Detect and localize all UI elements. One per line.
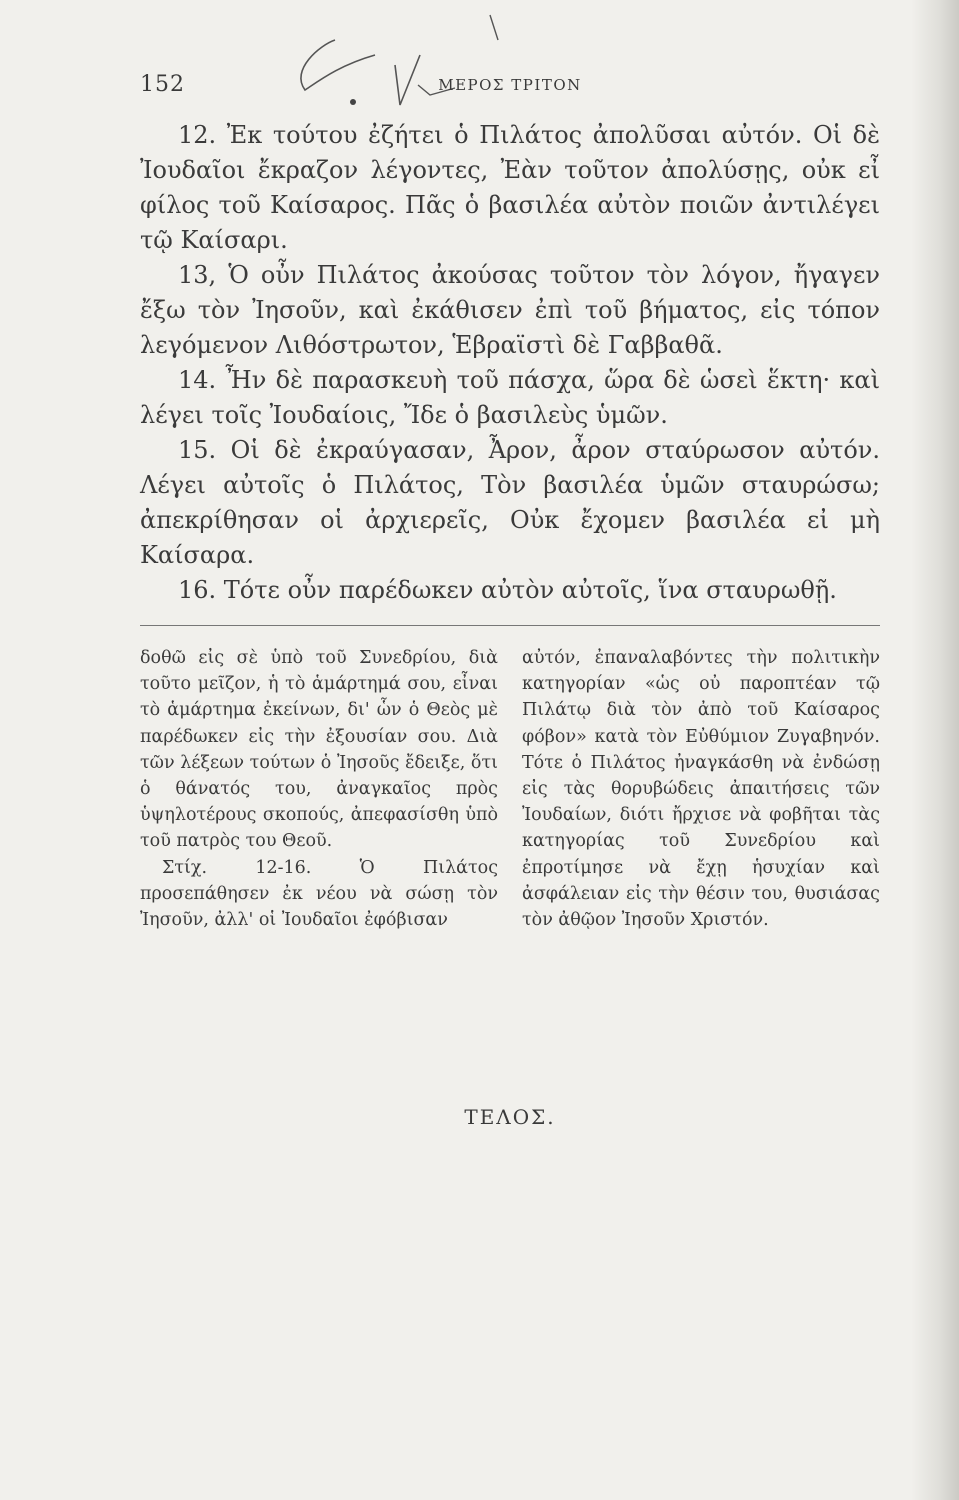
end-mark: ΤΕΛΟΣ. (464, 1105, 556, 1129)
page-header (140, 72, 880, 102)
commentary-left-column (140, 645, 498, 933)
verse-13: 13, Ὁ οὖν Πιλάτος ἀκούσας τοῦτον τὸν λόγον, ἤγαγεν ἔξω τὸν Ἰησοῦν, καὶ ἐκάθισεν ἐπὶ τοῦ βήματος, εἰς τόπον λεγόμενον Λιθόστρωτον, Ἑβραϊστὶ δὲ Γαββαθᾶ. (140, 261, 880, 359)
commentary (140, 645, 880, 933)
page-number: 152 (140, 72, 185, 97)
commentary-paragraph: αὐτόν, ἐπαναλαβόντες τὴν πολιτικὴν κατηγορίαν «ὡς οὐ παροπτέαν τῷ Πιλάτῳ διὰ τὸν ἀπὸ τοῦ Καίσαρος φόβον» κατὰ τὸν Εὐθύμιον Ζυγαβηνόν. Τότε ὁ Πιλάτος ἠναγκάσθη νὰ ἐνδώσῃ εἰς τὰς θορυβώδεις ἀπαιτήσεις τῶν Ἰουδαίων, διότι ἤρχισε νὰ φοβῆται τὰς κατηγορίας τοῦ Συνεδρίου καὶ ἐπροτίμησε νὰ ἔχῃ ἡσυχίαν καὶ ἀσφάλειαν εἰς τὴν θέσιν του, θυσιάσας τὸν ἀθῷον Ἰησοῦν Χριστόν. (522, 648, 880, 931)
verse-15: 15. Οἱ δὲ ἐκραύγασαν, Ἆρον, ἆρον σταύρωσον αὐτόν. Λέγει αὐτοῖς ὁ Πιλάτος, Τὸν βασιλέα ὑμῶν σταυρώσω; ἀπεκρίθησαν οἱ ἀρχιερεῖς, Οὐκ ἔχομεν βασιλέα εἰ μὴ Καίσαρα. (140, 436, 880, 569)
commentary-paragraph: Στίχ. 12-16. Ὁ Πιλάτος προσεπάθησεν ἐκ νέου νὰ σώσῃ τὸν Ἰησοῦν, ἀλλ' οἱ Ἰουδαῖοι ἐφόβισαν (140, 857, 498, 931)
commentary-right-column (522, 645, 880, 933)
section-divider (140, 625, 880, 626)
verse-16: 16. Τότε οὖν παρέδωκεν αὐτὸν αὐτοῖς, ἵνα σταυρωθῇ. (178, 576, 837, 604)
verse-12: 12. Ἐκ τούτου ἐζήτει ὁ Πιλάτος ἀπολῦσαι αὐτόν. Οἱ δὲ Ἰουδαῖοι ἔκραζον λέγοντες, Ἐὰν τοῦτον ἀπολύσῃς, οὐκ εἶ φίλος τοῦ Καίσαρος. Πᾶς ὁ βασιλέα αὐτὸν ποιῶν ἀντιλέγει τῷ Καίσαρι. (140, 121, 880, 254)
verse-14: 14. Ἦν δὲ παρασκευὴ τοῦ πάσχα, ὥρα δὲ ὡσεὶ ἕκτη· καὶ λέγει τοῖς Ἰουδαίοις, Ἴδε ὁ βασιλεὺς ὑμῶν. (140, 366, 880, 429)
commentary-paragraph: δοθῶ εἰς σὲ ὑπὸ τοῦ Συνεδρίου, διὰ τοῦτο μεῖζον, ἡ τὸ ἁμάρτημά σου, εἶναι τὸ ἁμάρτημα ἐκείνων, δι' ὧν ὁ Θεὸς μὲ παρέδωκεν εἰς τὴν ἐξουσίαν σου. Διὰ τῶν λέξεων τούτων ὁ Ἰησοῦς ἔδειξε, ὅτι ὁ θάνατός του, ἀναγκαῖος πρὸς ὑψηλοτέρους σκοπούς, ἀπεφασίσθη ὑπὸ τοῦ πατρὸς του Θεοῦ. (140, 648, 498, 852)
page-edge-shadow (911, 0, 959, 1500)
main-text (140, 118, 880, 608)
running-title: ΜΕΡΟΣ ΤΡΙΤΟΝ (438, 76, 582, 94)
